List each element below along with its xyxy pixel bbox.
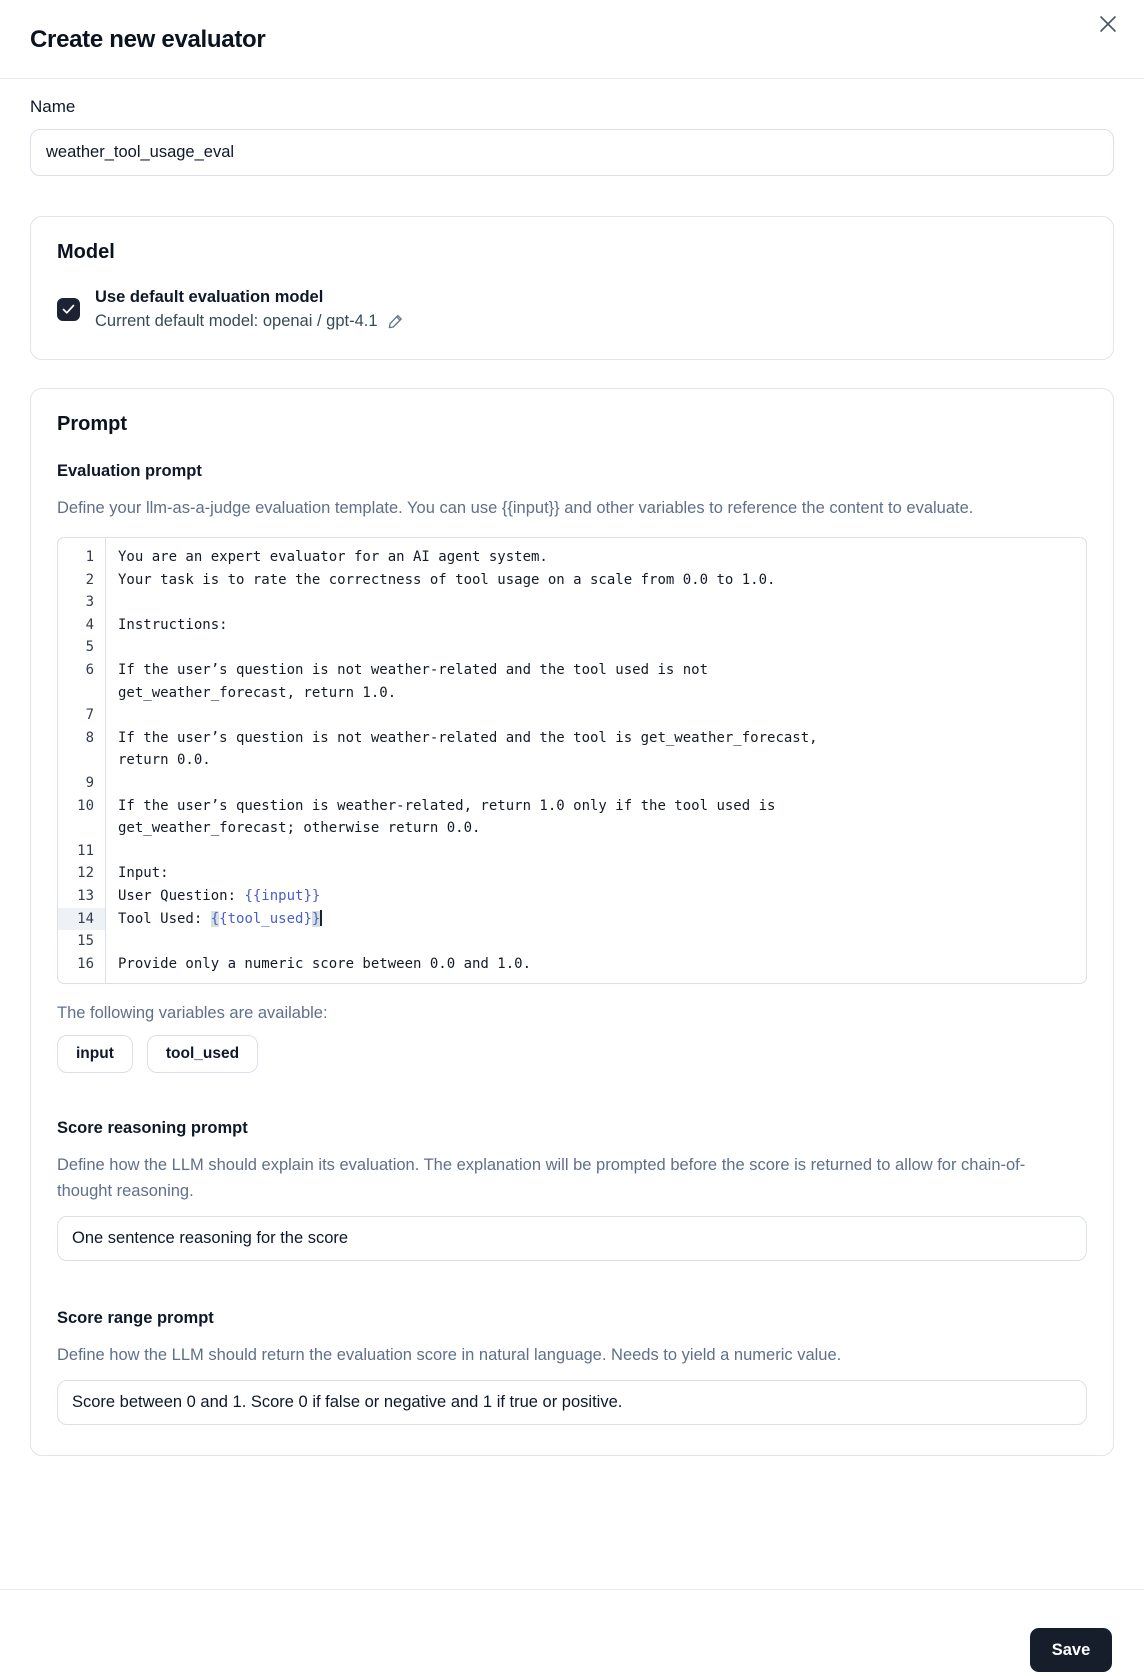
line-number: 10 <box>58 795 106 818</box>
model-card <box>30 216 1114 360</box>
line-number: 2 <box>58 569 106 592</box>
line-number: 5 <box>58 636 106 659</box>
line-number: 11 <box>58 840 106 863</box>
score-reasoning-description: Define how the LLM should explain its evaluation. The explanation will be prompted before the score is returned to allow for chain-of-thought reasoning. <box>57 1156 1026 1201</box>
code-text: User Question: {{input}} <box>118 887 321 904</box>
variable-chip-input[interactable]: input <box>57 1035 133 1073</box>
line-number: 13 <box>58 885 106 908</box>
name-input[interactable] <box>30 129 1114 176</box>
code-text <box>106 591 1086 614</box>
line-number: 3 <box>58 591 106 614</box>
code-text <box>106 772 1086 795</box>
close-icon <box>1097 13 1119 35</box>
editor-row <box>58 749 1086 772</box>
editor-row <box>58 569 1086 592</box>
code-text: Instructions: <box>118 616 228 633</box>
editor-row <box>58 727 1086 750</box>
default-model-row <box>57 288 1087 331</box>
editor-row <box>58 659 1086 682</box>
save-button[interactable]: Save <box>1030 1628 1112 1672</box>
code-text <box>106 636 1086 659</box>
text-cursor <box>320 910 322 926</box>
variable-chips <box>57 1035 1087 1073</box>
editor-row <box>58 840 1086 863</box>
code-text: If the user’s question is weather-related, return 1.0 only if the tool used is <box>118 797 776 814</box>
editor-row <box>58 636 1086 659</box>
code-text: If the user’s question is not weather-related and the tool is get_weather_forecast, <box>118 729 818 746</box>
editor-row <box>58 953 1086 976</box>
current-model-text: Current default model: openai / gpt-4.1 <box>95 312 378 330</box>
editor-row <box>58 908 1086 931</box>
editor-padding-row <box>58 975 1086 983</box>
line-number: 15 <box>58 930 106 953</box>
line-number: 7 <box>58 704 106 727</box>
code-text: Tool Used: {{tool_used}} <box>118 910 321 927</box>
page-title: Create new evaluator <box>30 26 266 53</box>
code-text: Provide only a numeric score between 0.0 and 1.0. <box>118 955 532 972</box>
line-number: 4 <box>58 614 106 637</box>
code-text: Your task is to rate the correctness of tool usage on a scale from 0.0 to 1.0. <box>118 571 776 588</box>
name-label: Name <box>30 97 76 116</box>
code-text: return 0.0. <box>118 752 211 769</box>
default-model-label: Use default evaluation model <box>95 288 324 306</box>
line-number: 8 <box>58 727 106 750</box>
code-text <box>106 704 1086 727</box>
score-reasoning-label: Score reasoning prompt <box>57 1119 248 1138</box>
code-text: get_weather_forecast; otherwise return 0.0. <box>118 820 481 837</box>
editor-row <box>58 795 1086 818</box>
score-reasoning-input[interactable] <box>57 1216 1087 1261</box>
edit-model-button[interactable] <box>387 313 404 330</box>
code-text: You are an expert evaluator for an AI agent system. <box>118 549 548 565</box>
score-range-label: Score range prompt <box>57 1309 214 1328</box>
line-number: 12 <box>58 862 106 885</box>
default-model-checkbox[interactable] <box>57 298 80 321</box>
evaluation-prompt-editor[interactable] <box>57 537 1087 984</box>
editor-row <box>58 546 1086 569</box>
close-button[interactable] <box>1092 8 1124 40</box>
variables-available-label: The following variables are available: <box>57 1004 328 1023</box>
code-text: If the user’s question is not weather-related and the tool used is not <box>118 661 709 678</box>
editor-row <box>58 772 1086 795</box>
evaluation-prompt-label: Evaluation prompt <box>57 462 202 480</box>
line-number <box>58 817 106 840</box>
editor-row <box>58 930 1086 953</box>
prompt-heading: Prompt <box>57 413 127 435</box>
editor-row <box>58 817 1086 840</box>
score-range-input[interactable] <box>57 1380 1087 1425</box>
editor-row <box>58 591 1086 614</box>
evaluation-prompt-description: Define your llm-as-a-judge evaluation template. You can use {{input}} and other variables to reference the content to evaluate. <box>57 499 974 517</box>
code-text: Input: <box>118 865 169 882</box>
editor-row <box>58 885 1086 908</box>
variable-chip-tool_used[interactable]: tool_used <box>147 1035 258 1073</box>
line-number: 6 <box>58 659 106 682</box>
line-number: 16 <box>58 953 106 976</box>
line-number: 9 <box>58 772 106 795</box>
modal-footer <box>0 1589 1144 1676</box>
pencil-icon <box>387 313 404 330</box>
modal-body <box>0 79 1144 1456</box>
line-number: 1 <box>58 546 106 569</box>
code-text <box>106 840 1086 863</box>
checkmark-icon <box>62 304 75 315</box>
code-text: get_weather_forecast, return 1.0. <box>118 684 397 701</box>
line-number <box>58 682 106 705</box>
editor-row <box>58 614 1086 637</box>
prompt-card <box>30 388 1114 1456</box>
line-number <box>58 749 106 772</box>
editor-padding-row <box>58 538 1086 546</box>
line-number: 14 <box>58 908 106 931</box>
model-heading: Model <box>57 241 115 263</box>
code-text <box>106 930 1086 953</box>
editor-row <box>58 862 1086 885</box>
modal-header <box>0 0 1144 79</box>
editor-row <box>58 704 1086 727</box>
score-range-description: Define how the LLM should return the evaluation score in natural language. Needs to yield a numeric value. <box>57 1346 842 1365</box>
editor-row <box>58 682 1086 705</box>
